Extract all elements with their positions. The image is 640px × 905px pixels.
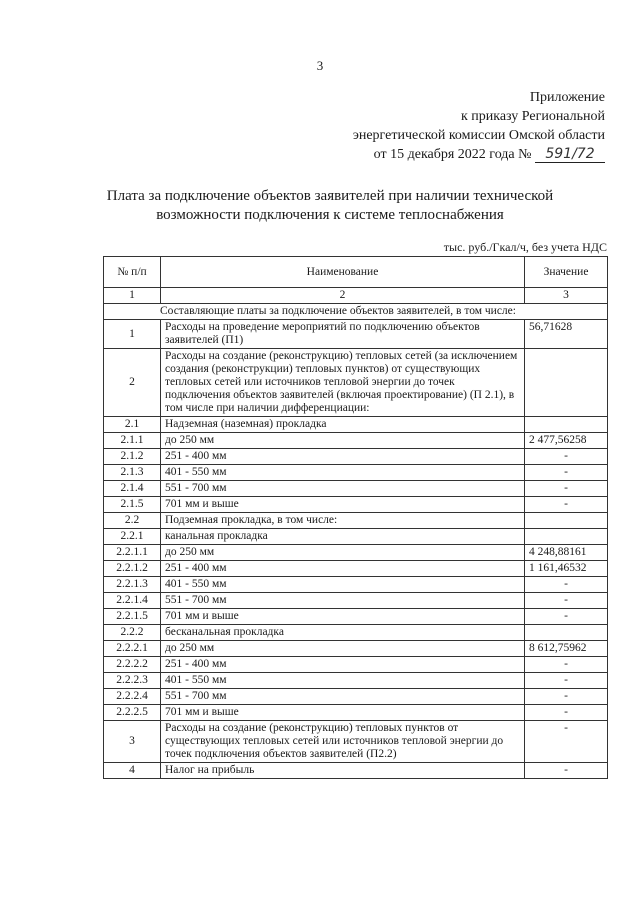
row-value: - [525,657,608,673]
row-value: - [525,705,608,721]
appendix-line-3: энергетической комиссии Омской области [352,128,605,143]
row-num: 2.2.2.2 [104,657,161,673]
row-name: Подземная прокладка, в том числе: [161,513,525,529]
section-label: Составляющие платы за подключение объектов заявителей, в том числе: [104,304,608,320]
header-name: Наименование [161,257,525,288]
row-name: Расходы на проведение мероприятий по подключению объектов заявителей (П1) [161,320,525,349]
row-value: 8 612,75962 [525,641,608,657]
table-row [104,625,608,641]
table-row [104,705,608,721]
row-num: 2.2.2.3 [104,673,161,689]
row-value [525,417,608,433]
row-num: 2.2.2.4 [104,689,161,705]
table-row [104,320,608,349]
table-row [104,561,608,577]
row-num: 2.1.4 [104,481,161,497]
row-name: Надземная (наземная) прокладка [161,417,525,433]
row-num: 2.2.1 [104,529,161,545]
row-num: 2.2 [104,513,161,529]
table-row [104,433,608,449]
row-num: 2.2.2 [104,625,161,641]
section-label-row [104,304,608,320]
table-row [104,673,608,689]
fee-table [103,256,608,779]
appendix-date: от 15 декабря 2022 года № [373,147,532,162]
row-value: 56,71628 [525,320,608,349]
index-name: 2 [161,288,525,304]
table-row [104,465,608,481]
table-row [104,481,608,497]
row-value [525,513,608,529]
table-row [104,763,608,779]
row-value: - [525,673,608,689]
row-name: до 250 мм [161,433,525,449]
fee-table-body [104,257,608,779]
row-value: - [525,593,608,609]
order-number: 591/72 [535,146,605,163]
row-name: 251 - 400 мм [161,449,525,465]
table-header-row [104,257,608,288]
row-num: 1 [104,320,161,349]
index-value: 3 [525,288,608,304]
row-num: 2.1 [104,417,161,433]
table-row [104,609,608,625]
row-num: 2.1.3 [104,465,161,481]
title-line-2: возможности подключения к системе теплоснабжения [156,207,504,223]
row-num: 2.2.1.5 [104,609,161,625]
row-value: 1 161,46532 [525,561,608,577]
table-row [104,545,608,561]
title-line-1: Плата за подключение объектов заявителей при наличии технической [106,188,554,204]
header-num: № п/п [104,257,161,288]
row-name: Расходы на создание (реконструкцию) тепловых сетей (за исключением создания (реконструкции) тепловых пунктов) от существующих тепловых сетей или источников тепловой энергии до точек подключения объектов заявителей (включая проектирование) (П 2.1), в том числе при наличии дифференциации: [161,349,525,417]
row-value: - [525,449,608,465]
row-num: 2.2.1.3 [104,577,161,593]
row-num: 4 [104,763,161,779]
row-name: 401 - 550 мм [161,465,525,481]
table-index-row [104,288,608,304]
row-value: - [525,763,608,779]
table-row [104,529,608,545]
row-name: бесканальная прокладка [161,625,525,641]
row-value: - [525,721,608,763]
row-value [525,529,608,545]
row-name: 251 - 400 мм [161,561,525,577]
row-name: 551 - 700 мм [161,481,525,497]
row-name: 551 - 700 мм [161,689,525,705]
row-num: 2.2.1.1 [104,545,161,561]
document-title [60,187,600,225]
table-row [104,349,608,417]
row-name: 701 мм и выше [161,705,525,721]
row-num: 2.2.1.4 [104,593,161,609]
row-value: - [525,689,608,705]
row-name: 701 мм и выше [161,497,525,513]
row-value: - [525,465,608,481]
table-row [104,641,608,657]
index-num: 1 [104,288,161,304]
row-num: 2.2.1.2 [104,561,161,577]
table-row [104,577,608,593]
row-num: 3 [104,721,161,763]
row-value: 2 477,56258 [525,433,608,449]
row-num: 2 [104,349,161,417]
appendix-block [353,88,605,164]
row-num: 2.2.2.5 [104,705,161,721]
row-num: 2.1.1 [104,433,161,449]
header-value: Значение [525,257,608,288]
row-value: - [525,577,608,593]
row-num: 2.1.2 [104,449,161,465]
row-value: 4 248,88161 [525,545,608,561]
row-value: - [525,609,608,625]
table-row [104,657,608,673]
appendix-line-2: к приказу Региональной [460,109,605,124]
table-row [104,497,608,513]
row-name: 401 - 550 мм [161,577,525,593]
row-value: - [525,481,608,497]
row-num: 2.1.5 [104,497,161,513]
row-name: Расходы на создание (реконструкцию) тепловых пунктов от существующих тепловых сетей или источников тепловой энергии до точек подключения объектов заявителей (П2.2) [161,721,525,763]
appendix-line-1: Приложение [529,90,605,105]
appendix-line-4 [353,145,605,164]
row-name: до 250 мм [161,641,525,657]
units-label: тыс. руб./Гкал/ч, без учета НДС [443,240,607,254]
table-row [104,417,608,433]
row-name: до 250 мм [161,545,525,561]
row-name: канальная прокладка [161,529,525,545]
row-name: Налог на прибыль [161,763,525,779]
table-row [104,449,608,465]
row-name: 551 - 700 мм [161,593,525,609]
row-value [525,625,608,641]
page-number: 3 [316,58,324,73]
row-value: - [525,497,608,513]
row-num: 2.2.2.1 [104,641,161,657]
table-row [104,689,608,705]
row-name: 251 - 400 мм [161,657,525,673]
row-value [525,349,608,417]
row-name: 701 мм и выше [161,609,525,625]
table-row [104,721,608,763]
row-name: 401 - 550 мм [161,673,525,689]
table-row [104,513,608,529]
table-row [104,593,608,609]
